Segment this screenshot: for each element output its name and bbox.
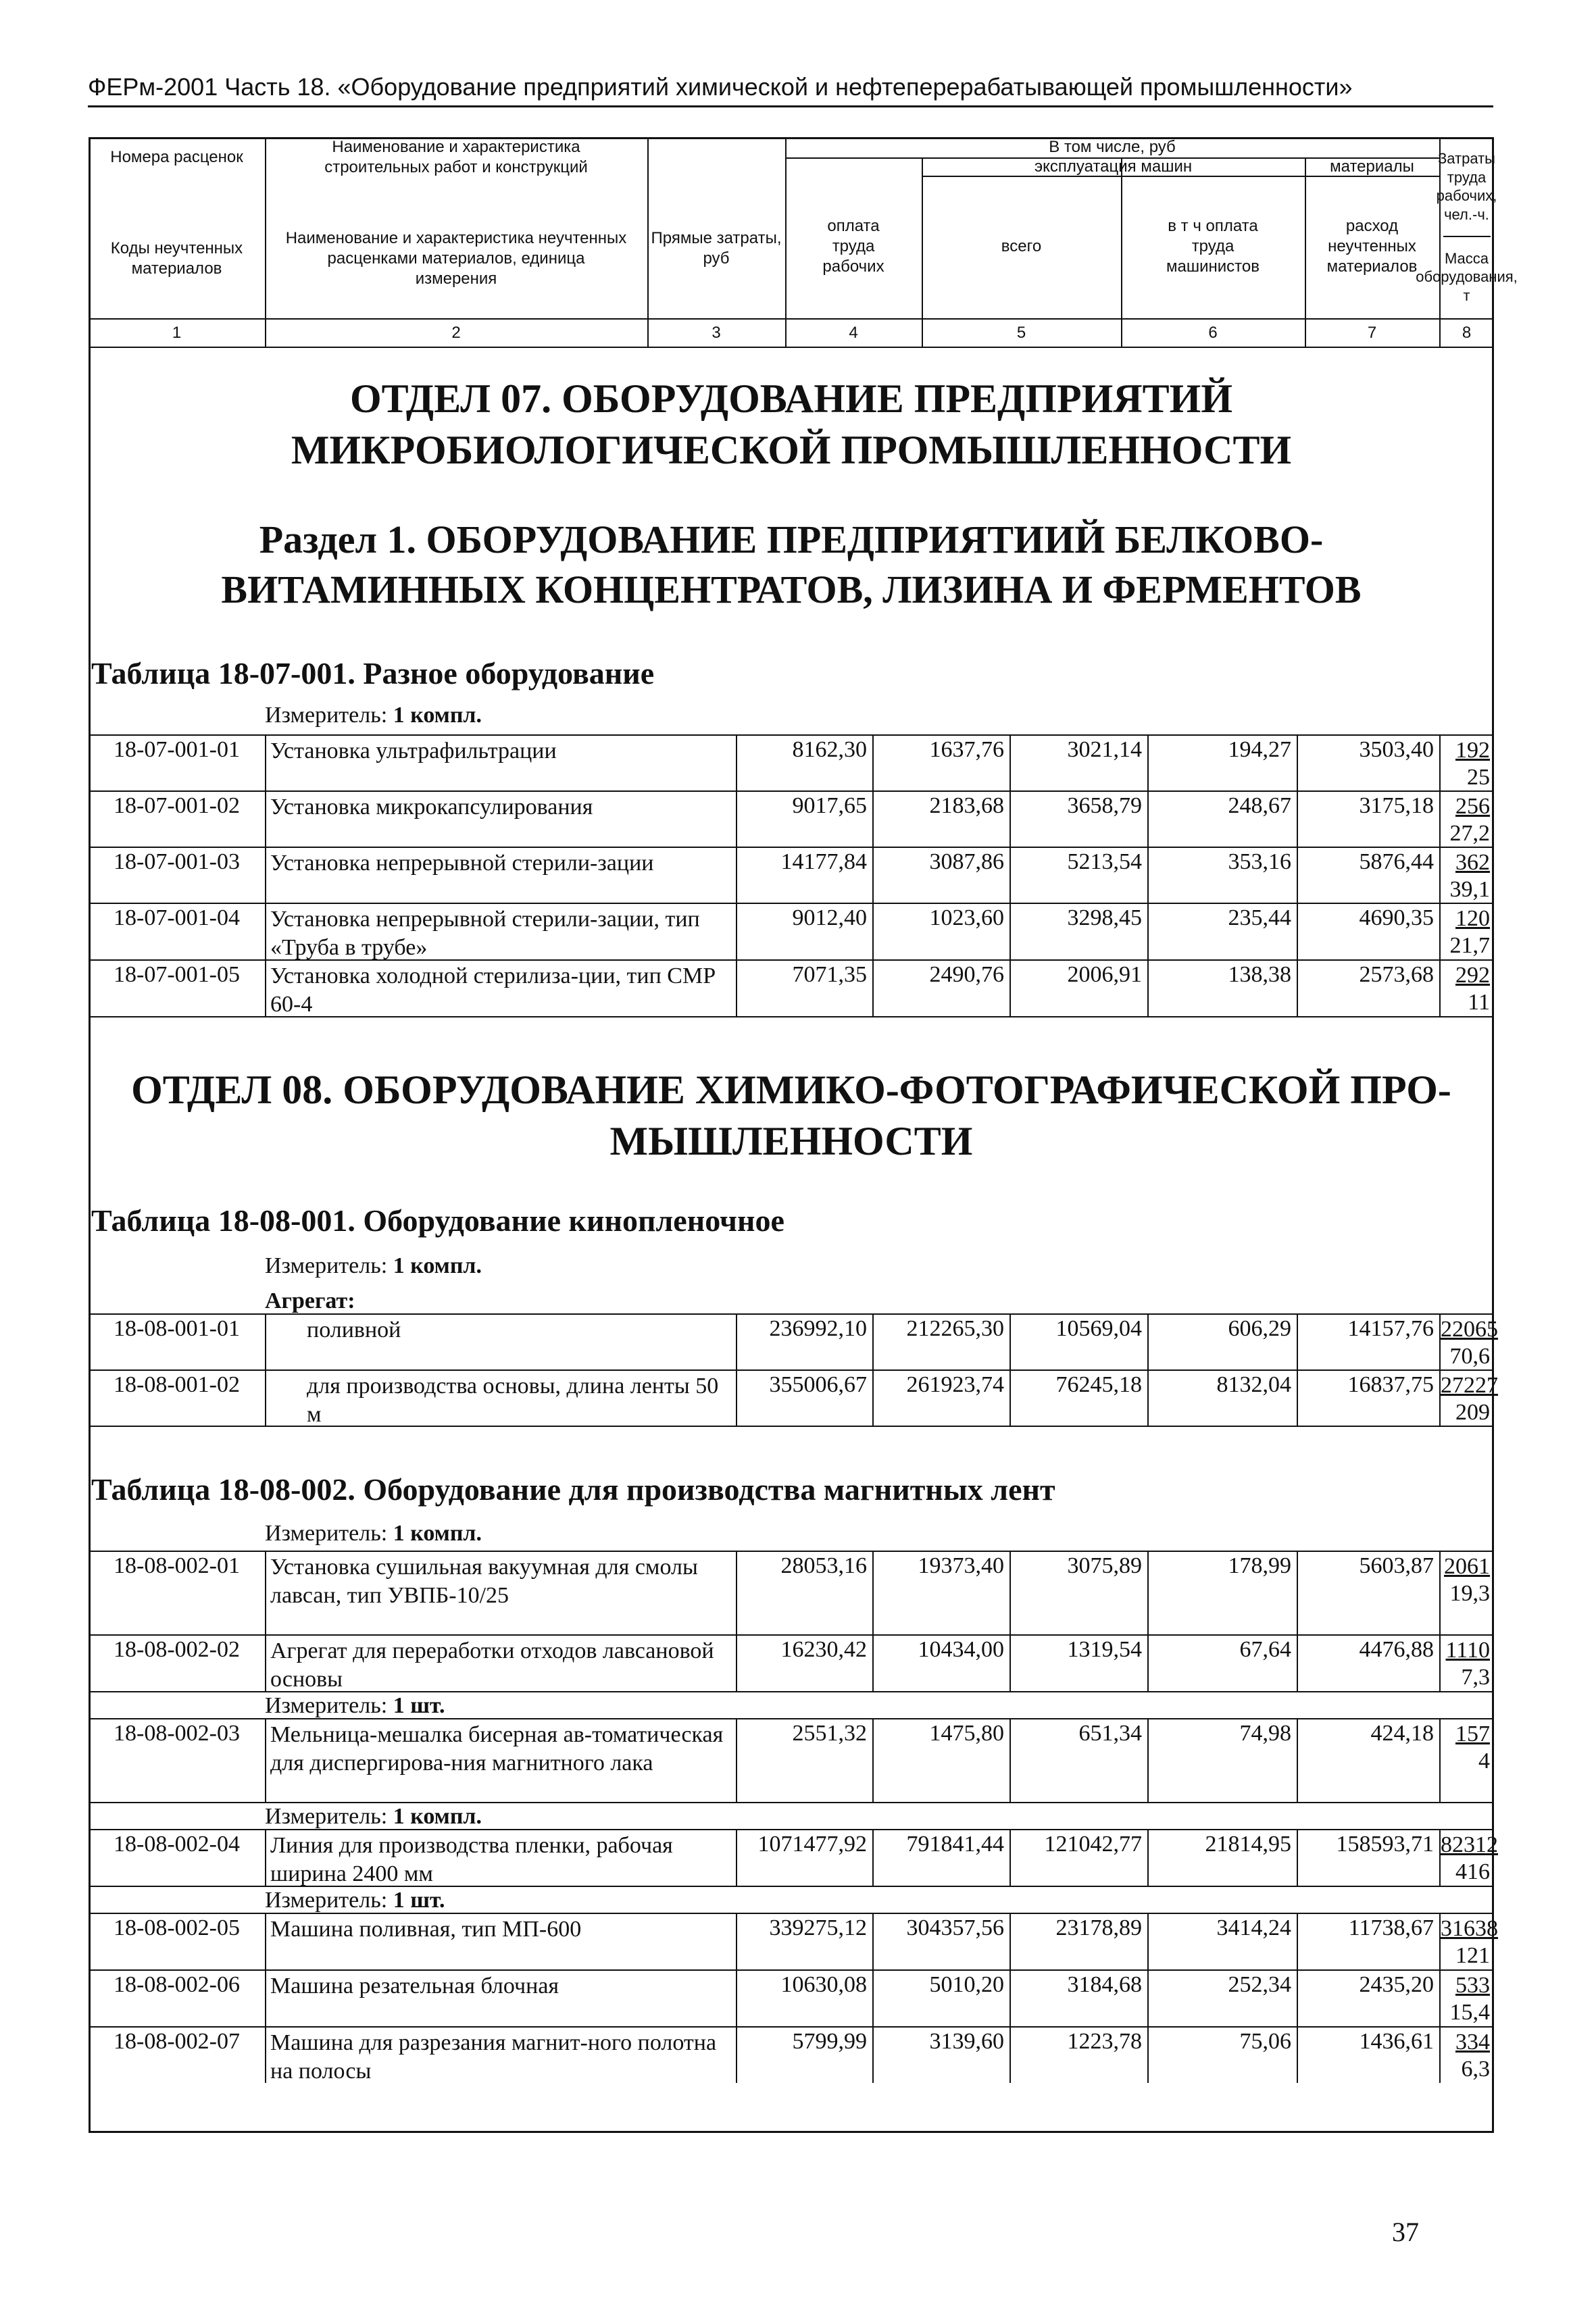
material-costs: 2435,20 (1297, 1971, 1439, 2026)
material-costs: 3175,18 (1297, 792, 1439, 847)
worker-pay: 212265,30 (872, 1315, 1009, 1369)
direct-costs: 10630,08 (736, 1971, 872, 2026)
worker-pay: 304357,56 (872, 1914, 1009, 1969)
table-row (89, 1718, 1494, 1802)
equipment-mass: 6,3 (1461, 2057, 1490, 2082)
section-1-title: Раздел 1. ОБОРУДОВАНИЕ ПРЕДПРИЯТИИЙ БЕЛКОВО-ВИТАМИННЫХ КОНЦЕНТРАТОВ, ЛИЗИНА И ФЕРМЕНТОВ (221, 518, 1362, 611)
worker-pay: 261923,74 (872, 1371, 1009, 1426)
table-row (89, 847, 1494, 903)
header-rate-numbers: Номера расценок (110, 148, 243, 166)
machine-total: 3658,79 (1009, 792, 1147, 847)
machine-total: 3298,45 (1009, 904, 1147, 959)
material-costs: 5603,87 (1297, 1552, 1439, 1634)
operator-pay: 3414,24 (1147, 1914, 1297, 1969)
direct-costs: 355006,67 (736, 1371, 872, 1426)
machine-total: 651,34 (1009, 1719, 1147, 1802)
operator-pay: 75,06 (1147, 2028, 1297, 2083)
labor-costs: 22065 (1441, 1317, 1498, 1342)
operator-pay: 194,27 (1147, 736, 1297, 790)
column-number: 5 (1016, 324, 1026, 342)
operator-pay: 606,29 (1147, 1315, 1297, 1369)
labor-costs: 256 (1455, 794, 1490, 819)
work-name: Установка микрокапсулирования (265, 792, 736, 847)
labor-costs: 27227 (1441, 1373, 1498, 1398)
machine-total: 1223,78 (1009, 2028, 1147, 2083)
table-row (89, 959, 1494, 1016)
operator-pay: 138,38 (1147, 961, 1297, 1016)
equipment-mass: 25 (1467, 765, 1490, 790)
table-row (89, 1313, 1498, 1369)
header-worker-pay: оплата труда рабочих (822, 217, 884, 276)
meter-label: Измеритель: 1 компл. (265, 1804, 482, 1829)
equipment-mass: 209 (1455, 1400, 1490, 1425)
work-name: Агрегат для переработки отходов лавсановой основы (265, 1636, 736, 1691)
material-costs: 4690,35 (1297, 904, 1439, 959)
labor-mass (1439, 1371, 1498, 1426)
meter-label: Измеритель: 1 шт. (265, 1888, 445, 1913)
table-row (89, 1969, 1494, 2026)
work-name: Машина для разрезания магнит-ного полотна на полосы (265, 2028, 736, 2083)
direct-costs: 339275,12 (736, 1914, 872, 1969)
labor-costs: 1110 (1445, 1638, 1490, 1663)
direct-costs: 28053,16 (736, 1552, 872, 1634)
table-18-08-001-title: Таблица 18-08-001. Оборудование кинопленочное (91, 1203, 784, 1238)
work-name: Мельница-мешалка бисерная ав-томатическая для диспергирова-ния магнитного лака (265, 1719, 736, 1802)
column-number: 3 (712, 324, 721, 342)
header-material-name: Наименование и характеристика неучтенных расценками материалов, единица измерения (285, 229, 627, 288)
operator-pay: 74,98 (1147, 1719, 1297, 1802)
machine-total: 3021,14 (1009, 736, 1147, 790)
header-operator-pay: в т ч оплата труда машинистов (1166, 217, 1260, 276)
meter-label: Измеритель: 1 компл. (265, 703, 482, 728)
worker-pay: 1475,80 (872, 1719, 1009, 1802)
labor-mass (1439, 904, 1494, 959)
labor-mass (1439, 1636, 1494, 1691)
work-name: Установка холодной стерилиза-ции, тип СМР 60-4 (265, 961, 736, 1016)
material-costs: 5876,44 (1297, 848, 1439, 903)
table-row (89, 790, 1494, 847)
material-costs: 16837,75 (1297, 1371, 1439, 1426)
meter-label: Измеритель: 1 компл. (265, 1253, 482, 1278)
material-costs: 424,18 (1297, 1719, 1439, 1802)
rate-code: 18-08-002-04 (114, 1832, 240, 1857)
worker-pay: 3139,60 (872, 2028, 1009, 2083)
header-materials: материалы (1330, 157, 1414, 176)
equipment-mass: 11 (1468, 990, 1490, 1015)
table-row (89, 1913, 1498, 1969)
work-name: Установка ультрафильтрации (265, 736, 736, 790)
material-costs: 2573,68 (1297, 961, 1439, 1016)
equipment-mass: 121 (1455, 1943, 1490, 1968)
labor-mass (1439, 1971, 1494, 2026)
machine-total: 76245,18 (1009, 1371, 1147, 1426)
equipment-mass: 416 (1455, 1859, 1490, 1884)
machine-total: 23178,89 (1009, 1914, 1147, 1969)
equipment-mass: 7,3 (1461, 1665, 1490, 1690)
column-number: 7 (1367, 324, 1377, 342)
machine-total: 5213,54 (1009, 848, 1147, 903)
operator-pay: 235,44 (1147, 904, 1297, 959)
direct-costs: 5799,99 (736, 2028, 872, 2083)
material-costs: 4476,88 (1297, 1636, 1439, 1691)
operator-pay: 67,64 (1147, 1636, 1297, 1691)
material-costs: 14157,76 (1297, 1315, 1439, 1369)
department-08-title: ОТДЕЛ 08. ОБОРУДОВАНИЕ ХИМИКО-ФОТОГРАФИЧЕСКОЙ ПРО-МЫШЛЕННОСТИ (131, 1067, 1451, 1163)
meter-row (89, 1886, 1494, 1913)
work-name: поливной (265, 1315, 736, 1369)
rate-code: 18-07-001-01 (114, 737, 240, 762)
table-row (89, 903, 1494, 959)
rate-code: 18-07-001-02 (114, 793, 240, 818)
equipment-mass: 39,1 (1449, 877, 1490, 902)
rate-code: 18-08-002-06 (114, 1972, 240, 1997)
table-row (89, 1634, 1494, 1691)
machine-total: 121042,77 (1009, 1830, 1147, 1886)
direct-costs: 7071,35 (736, 961, 872, 1016)
column-number: 4 (849, 324, 858, 342)
worker-pay: 1637,76 (872, 736, 1009, 790)
table-row (89, 734, 1494, 790)
work-name: Линия для производства пленки, рабочая ширина 2400 мм (265, 1830, 736, 1886)
rate-code: 18-07-001-03 (114, 849, 240, 874)
meter-row (89, 1691, 1494, 1718)
machine-total: 1319,54 (1009, 1636, 1147, 1691)
labor-mass (1439, 848, 1494, 903)
labor-costs: 31638 (1441, 1916, 1498, 1941)
machine-total: 3184,68 (1009, 1971, 1147, 2026)
labor-costs: 157 (1455, 1721, 1490, 1746)
work-name: Машина поливная, тип МП-600 (265, 1914, 736, 1969)
rate-code: 18-07-001-04 (114, 905, 240, 930)
header-direct-costs: Прямые затраты, руб (651, 229, 782, 268)
worker-pay: 791841,44 (872, 1830, 1009, 1886)
labor-costs: 192 (1455, 738, 1490, 763)
work-name: Установка сушильная вакуумная для смолы лавсан, тип УВПБ-10/25 (265, 1552, 736, 1634)
header-machine-operation: эксплуатация машин (1034, 157, 1193, 176)
labor-mass (1439, 1830, 1498, 1886)
labor-costs: 362 (1455, 850, 1490, 875)
column-number: 6 (1208, 324, 1218, 342)
direct-costs: 1071477,92 (736, 1830, 872, 1886)
labor-costs: 533 (1455, 1973, 1490, 1998)
operator-pay: 248,67 (1147, 792, 1297, 847)
table-row (89, 2026, 1494, 2083)
direct-costs: 9012,40 (736, 904, 872, 959)
labor-mass (1439, 1719, 1494, 1802)
material-costs: 158593,71 (1297, 1830, 1439, 1886)
equipment-mass: 15,4 (1449, 2000, 1490, 2025)
meter-label: Измеритель: 1 шт. (265, 1693, 445, 1718)
department-07-title: ОТДЕЛ 07. ОБОРУДОВАНИЕ ПРЕДПРИЯТИЙ МИКРОБИОЛОГИЧЕСКОЙ ПРОМЫШЛЕННОСТИ (291, 376, 1292, 472)
direct-costs: 2551,32 (736, 1719, 872, 1802)
operator-pay: 8132,04 (1147, 1371, 1297, 1426)
meter-label: Измеритель: 1 компл. (265, 1521, 482, 1546)
direct-costs: 16230,42 (736, 1636, 872, 1691)
table-row (89, 1369, 1498, 1427)
machine-total: 2006,91 (1009, 961, 1147, 1016)
labor-mass (1439, 736, 1494, 790)
equipment-mass: 27,2 (1449, 821, 1490, 846)
rate-code: 18-08-001-01 (114, 1316, 240, 1341)
rate-code: 18-08-001-02 (114, 1372, 240, 1397)
group-row-aggregate: Агрегат: (265, 1288, 355, 1313)
material-costs: 11738,67 (1297, 1914, 1439, 1969)
table-18-07-001-title: Таблица 18-07-001. Разное оборудование (91, 656, 655, 690)
labor-costs: 292 (1455, 963, 1490, 988)
table-row (89, 1551, 1494, 1634)
page-header: ФЕРм-2001 Часть 18. «Оборудование предприятий химической и нефтеперерабатывающей промышленности» (88, 73, 1493, 107)
equipment-mass: 21,7 (1449, 933, 1490, 958)
page-number: 37 (1392, 2217, 1419, 2247)
work-name: для производства основы, длина ленты 50 м (265, 1371, 736, 1426)
operator-pay: 21814,95 (1147, 1830, 1297, 1886)
table-row (89, 1829, 1498, 1886)
rate-code: 18-07-001-05 (114, 962, 240, 987)
rate-code: 18-08-002-02 (114, 1637, 240, 1662)
header-total: всего (1001, 237, 1042, 255)
material-costs: 3503,40 (1297, 736, 1439, 790)
labor-costs: 2061 (1444, 1554, 1490, 1579)
worker-pay: 2490,76 (872, 961, 1009, 1016)
work-name: Установка непрерывной стерили-зации, тип «Труба в трубе» (265, 904, 736, 959)
labor-mass (1439, 792, 1494, 847)
operator-pay: 252,34 (1147, 1971, 1297, 2026)
material-costs: 1436,61 (1297, 2028, 1439, 2083)
header-material-codes: Коды неучтенных материалов (110, 239, 243, 278)
labor-costs: 82312 (1441, 1832, 1498, 1857)
header-including: В том числе, руб (1049, 138, 1176, 156)
rate-code: 18-08-002-03 (114, 1721, 240, 1746)
rate-code: 18-08-002-05 (114, 1915, 240, 1940)
operator-pay: 353,16 (1147, 848, 1297, 903)
direct-costs: 8162,30 (736, 736, 872, 790)
equipment-mass: 19,3 (1449, 1581, 1490, 1606)
header-equipment-mass: Масса оборудования, т (1416, 249, 1518, 304)
rate-code: 18-08-002-07 (114, 2029, 240, 2054)
labor-mass (1439, 1914, 1498, 1969)
worker-pay: 1023,60 (872, 904, 1009, 959)
header-labor-costs: Затраты труда рабочих, чел.-ч. (1436, 150, 1497, 223)
machine-total: 3075,89 (1009, 1552, 1147, 1634)
meter-row (89, 1802, 1494, 1829)
operator-pay: 178,99 (1147, 1552, 1297, 1634)
equipment-mass: 4 (1478, 1749, 1490, 1774)
column-number: 8 (1462, 324, 1472, 342)
worker-pay: 10434,00 (872, 1636, 1009, 1691)
equipment-mass: 70,6 (1449, 1344, 1490, 1369)
labor-costs: 334 (1455, 2030, 1490, 2055)
header-work-name: Наименование и характеристика строительных работ и конструкций (324, 138, 588, 176)
labor-mass (1439, 1552, 1494, 1634)
worker-pay: 3087,86 (872, 848, 1009, 903)
column-number: 1 (172, 324, 182, 342)
work-name: Установка непрерывной стерили-зации (265, 848, 736, 903)
direct-costs: 14177,84 (736, 848, 872, 903)
work-name: Машина резательная блочная (265, 1971, 736, 2026)
direct-costs: 236992,10 (736, 1315, 872, 1369)
rate-code: 18-08-002-01 (114, 1553, 240, 1578)
table-column-header (89, 137, 1518, 347)
direct-costs: 9017,65 (736, 792, 872, 847)
table-18-08-002-title: Таблица 18-08-002. Оборудование для производства магнитных лент (91, 1472, 1055, 1507)
worker-pay: 19373,40 (872, 1552, 1009, 1634)
machine-total: 10569,04 (1009, 1315, 1147, 1369)
labor-costs: 120 (1455, 906, 1490, 931)
header-unaccounted-materials: расход неучтенных материалов (1326, 217, 1418, 276)
labor-mass (1439, 961, 1494, 1016)
column-number: 2 (451, 324, 461, 342)
labor-mass (1439, 1315, 1498, 1369)
labor-mass (1439, 2028, 1494, 2083)
worker-pay: 5010,20 (872, 1971, 1009, 2026)
worker-pay: 2183,68 (872, 792, 1009, 847)
